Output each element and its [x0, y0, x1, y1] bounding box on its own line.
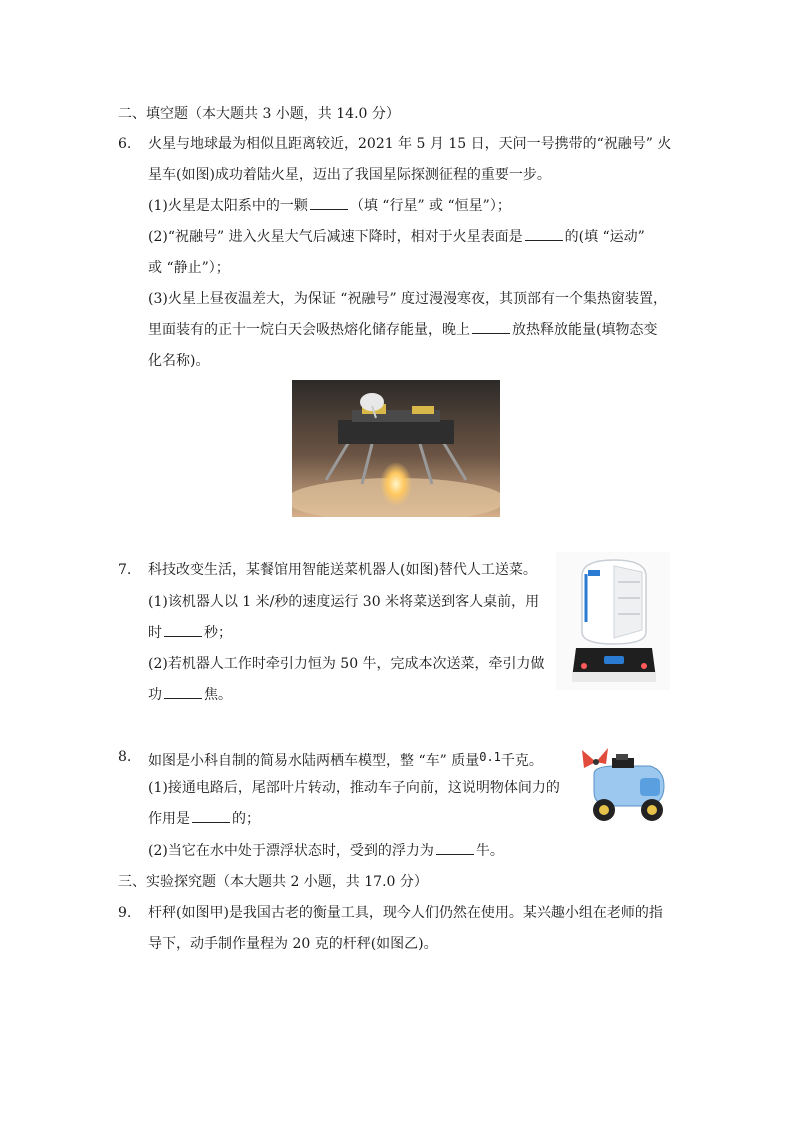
delivery-robot-illustration: [556, 552, 670, 690]
question-6-stem-line1: 火星与地球最为相似且距离较近，2021 年 5 月 15 日，天问一号携带的“祝融号” 火: [148, 136, 672, 152]
q6-part3-text-b: 里面装有的正十一烷白天会吸热熔化储存能量，晚上: [148, 322, 470, 338]
section-2-heading: 二、填空题（本大题共 3 小题，共 14.0 分）: [118, 106, 400, 122]
question-7-stem: 科技改变生活，某餐馆用智能送菜机器人(如图)替代人工送菜。: [148, 562, 537, 578]
q7-part2-text-c: 焦。: [204, 687, 232, 703]
question-6-part2: [148, 227, 645, 247]
q6-part3-text-c: 放热释放能量(填物态变: [512, 322, 658, 338]
answer-blank[interactable]: [164, 624, 202, 637]
answer-blank[interactable]: [472, 321, 510, 334]
q6-part2-text-b: 的(填 “运动”: [564, 229, 645, 245]
q7-part1-text-b: 时: [148, 625, 162, 641]
q6-part1-text-a: (1)火星是太阳系中的一颗: [148, 198, 308, 214]
question-8-part2: [148, 841, 504, 861]
mars-lander-illustration: [292, 380, 500, 517]
answer-blank[interactable]: [436, 842, 474, 855]
q8-part1-text-a: (1)接通电路后，尾部叶片转动，推动车子向前，这说明物体间力的: [148, 780, 560, 796]
question-7-part1-line2: [148, 623, 232, 643]
answer-blank[interactable]: [164, 686, 202, 699]
amphibious-car-figure: [572, 740, 672, 828]
q6-part2-text-c: 或 “静止”）；: [148, 260, 230, 276]
q7-part1-text-c: 秒；: [204, 625, 232, 641]
question-6-part1: [148, 196, 511, 216]
q6-part3-text-a: (3)火星上昼夜温差大，为保证 “祝融号” 度过漫漫寒夜，其顶部有一个集热窗装置，: [148, 291, 668, 307]
question-8-number: 8.: [118, 749, 132, 765]
q6-part2-text-a: (2)“祝融号” 进入火星大气后减速下降时，相对于火星表面是: [148, 229, 523, 245]
question-9-stem-line1: 杆秤(如图甲)是我国古老的衡量工具，现今人们仍然在使用。某兴趣小组在老师的指: [148, 905, 663, 921]
question-8-part1-line2: [148, 809, 260, 829]
answer-blank[interactable]: [525, 228, 563, 241]
q8-stem-text-a: 如图是小科自制的简易水陆两栖车模型，整 “车” 质量: [148, 753, 480, 769]
q8-stem-text-b: 千克。: [500, 753, 543, 769]
question-9-number: 9.: [118, 905, 132, 921]
mars-lander-figure: [292, 380, 500, 517]
question-7-number: 7.: [118, 562, 132, 578]
q8-part2-text-b: 牛。: [475, 843, 504, 859]
answer-blank[interactable]: [310, 197, 348, 210]
q7-part2-text-b: 功: [148, 687, 162, 703]
question-6-part3-line2: [148, 320, 657, 340]
question-8-stem: [148, 747, 543, 771]
q6-part1-text-b: （填 “行星” 或 “恒星”）；: [349, 198, 511, 214]
q8-part1-text-c: 的；: [232, 811, 260, 827]
q7-part2-text-a: (2)若机器人工作时牵引力恒为 50 牛，完成本次送菜，牵引力做: [148, 656, 545, 672]
amphibious-car-illustration: [572, 740, 672, 828]
q8-mass-value: 0.1: [479, 750, 501, 764]
answer-blank[interactable]: [192, 810, 230, 823]
q7-part1-text-a: (1)该机器人以 1 米/秒的速度运行 30 米将菜送到客人桌前，用: [148, 594, 540, 610]
q8-part2-text-a: (2)当它在水中处于漂浮状态时，受到的浮力为: [148, 843, 434, 859]
delivery-robot-figure: [556, 552, 670, 690]
question-6-stem-line2: 星车(如图)成功着陆火星，迈出了我国星际探测征程的重要一步。: [148, 167, 551, 183]
question-6-number: 6.: [118, 136, 132, 152]
q6-part3-text-d: 化名称)。: [148, 353, 210, 369]
q8-part1-text-b: 作用是: [148, 811, 190, 827]
section-3-heading: 三、实验探究题（本大题共 2 小题，共 17.0 分）: [118, 874, 428, 890]
question-7-part2-line2: [148, 685, 232, 705]
question-9-stem-line2: 导下，动手制作量程为 20 克的杆秤(如图乙)。: [148, 936, 438, 952]
